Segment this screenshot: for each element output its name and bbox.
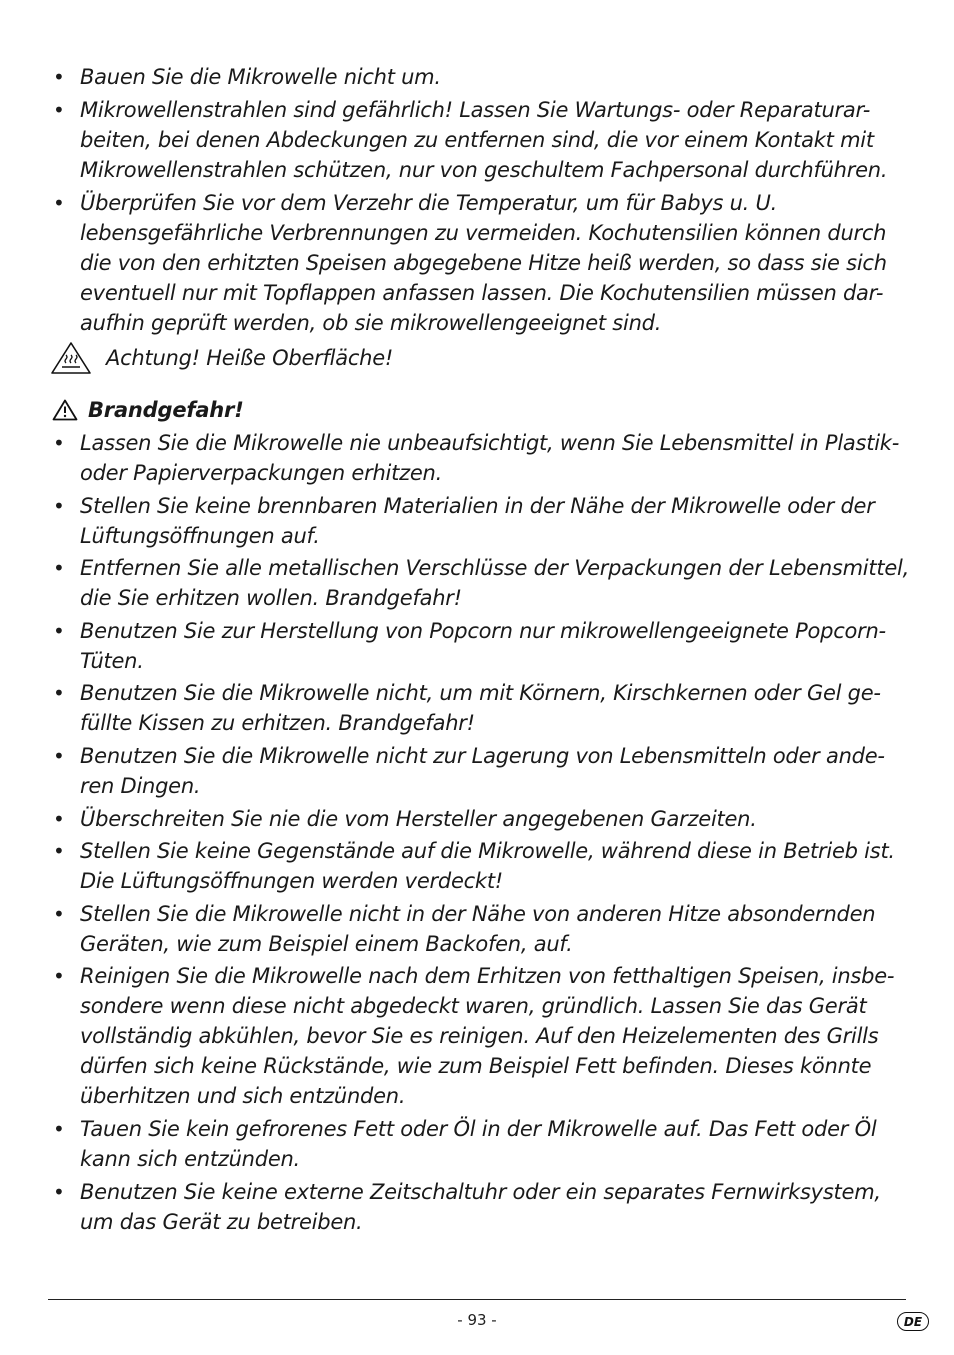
page-number: - 93 - xyxy=(457,1311,497,1329)
bullet-text: Mikrowellenstrahlen sind gefährlich! Lassen Sie Wartungs- oder Reparaturar-beiten, bei denen Abdeckungen zu entfernen sind, die vor einem Kontakt mit Mikrowellenstrahlen schützen, nur von geschultem Fachpersonal durchführen. xyxy=(80,98,888,182)
list-item xyxy=(0,741,954,801)
bullet-text: Lassen Sie die Mikrowelle nie unbeaufsichtigt, wenn Sie Lebensmittel in Plastik- oder Papierverpackungen erhitzen. xyxy=(80,431,900,485)
warning-triangle-icon xyxy=(52,399,78,421)
bullet-dot: • xyxy=(53,431,65,455)
list-item xyxy=(0,1177,954,1237)
bullet-dot: • xyxy=(53,98,65,122)
bullet-text: Stellen Sie keine Gegenstände auf die Mikrowelle, während diese in Betrieb ist. Die Lüftungsöffnungen werden verdeckt! xyxy=(80,839,895,894)
bullet-text: Stellen Sie die Mikrowelle nicht in der Nähe von anderen Hitze absondernden Geräten, wie zum Beispiel einem Backofen, auf. xyxy=(80,901,876,956)
bullet-dot: • xyxy=(53,493,65,518)
bullet-text: Stellen Sie keine brennbaren Materialien in der Nähe der Mikrowelle oder der Lüftungsöffnungen auf. xyxy=(80,493,875,548)
bullet-dot: • xyxy=(53,1116,65,1141)
bullet-text: Überprüfen Sie vor dem Verzehr die Temperatur, um für Babys u. U. lebensgefährliche Verbrennungen zu vermeiden. Kochutensilien können durch die von den erhitzten Speisen abgegebene Hitze heiß werden, so dass sie sich eventuell nur mit Topflappen anfassen lassen. Die Kochutensilien müssen dar-aufhin geprüft werden, ob sie mikrowellengeeignet sind. xyxy=(80,191,887,335)
fire-hazard-bullet-list xyxy=(0,428,954,1239)
list-item xyxy=(0,188,954,338)
list-item xyxy=(0,553,954,613)
list-item xyxy=(0,678,954,738)
language-badge: DE xyxy=(897,1312,929,1331)
hot-surface-warning-icon xyxy=(50,341,92,375)
hot-surface-warning-text: Achtung! Heiße Oberfläche! xyxy=(106,346,394,370)
bullet-dot: • xyxy=(53,743,65,768)
list-item xyxy=(0,836,954,896)
bullet-text: Benutzen Sie zur Herstellung von Popcorn nur mikrowellengeeignete Popcorn-Tüten. xyxy=(80,618,886,673)
footer-divider xyxy=(48,1299,906,1300)
bullet-dot: • xyxy=(53,191,65,215)
intro-bullet-list xyxy=(0,62,954,341)
fire-hazard-heading xyxy=(52,398,244,422)
list-item xyxy=(0,62,954,92)
list-item xyxy=(0,428,954,488)
list-item xyxy=(0,899,954,959)
list-item xyxy=(0,804,954,834)
bullet-text: Tauen Sie kein gefrorenes Fett oder Öl in der Mikrowelle auf. Das Fett oder Öl kann sich entzünden. xyxy=(80,1116,877,1171)
list-item xyxy=(0,1114,954,1174)
bullet-text: Bauen Sie die Mikrowelle nicht um. xyxy=(80,65,441,89)
bullet-dot: • xyxy=(53,556,65,581)
hot-surface-warning xyxy=(50,340,393,376)
bullet-dot: • xyxy=(53,901,65,926)
bullet-text: Benutzen Sie keine externe Zeitschaltuhr oder ein separates Fernwirksystem, um das Gerät zu betreiben. xyxy=(80,1179,881,1234)
bullet-text: Benutzen Sie die Mikrowelle nicht zur Lagerung von Lebensmitteln oder ande-ren Dingen. xyxy=(80,743,885,798)
list-item xyxy=(0,961,954,1111)
bullet-dot: • xyxy=(53,65,65,89)
bullet-dot: • xyxy=(53,681,65,706)
list-item xyxy=(0,95,954,185)
bullet-text: Entfernen Sie alle metallischen Verschlüsse der Verpackungen der Lebensmittel, die Sie erhitzen wollen. Brandgefahr! xyxy=(80,556,910,611)
bullet-dot: • xyxy=(53,806,65,831)
list-item xyxy=(0,616,954,676)
list-item xyxy=(0,491,954,551)
section-heading: Brandgefahr! xyxy=(88,398,244,422)
bullet-dot: • xyxy=(53,839,65,864)
bullet-text: Überschreiten Sie nie die vom Hersteller angegebenen Garzeiten. xyxy=(80,806,757,831)
bullet-dot: • xyxy=(53,964,65,989)
bullet-text: Benutzen Sie die Mikrowelle nicht, um mit Körnern, Kirschkernen oder Gel ge-füllte Kissen zu erhitzen. Brandgefahr! xyxy=(80,681,881,736)
bullet-text: Reinigen Sie die Mikrowelle nach dem Erhitzen von fetthaltigen Speisen, insbe-sondere wenn diese nicht abgedeckt waren, gründlich. Lassen Sie das Gerät vollständig abkühlen, bevor Sie es reinigen. Auf den Heizelementen des Grills dürfen sich keine Rückstände, wie zum Beispiel Fett befinden. Dieses könnte überhitzen und sich entzünden. xyxy=(80,964,895,1109)
bullet-dot: • xyxy=(53,1179,65,1204)
bullet-dot: • xyxy=(53,618,65,643)
